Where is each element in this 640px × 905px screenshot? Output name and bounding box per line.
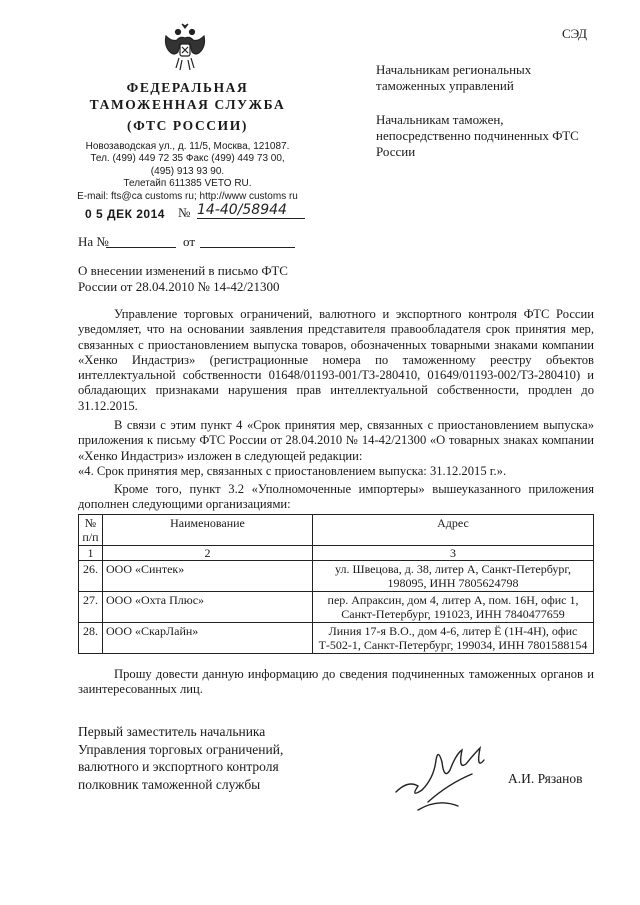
addressee-customs: Начальникам таможен, непосредственно подчиненных ФТС России	[376, 112, 579, 159]
signer-position-line2: Управления торговых ограничений,	[78, 741, 284, 757]
sender-contacts	[70, 141, 305, 203]
registration-number-prefix: №	[178, 205, 191, 220]
importers-table	[78, 514, 594, 654]
addressee-regional: Начальникам региональных таможенных управлений	[376, 62, 532, 93]
sender-phone2: (495) 913 93 90.	[150, 165, 225, 177]
document-mark: СЭД	[562, 26, 588, 41]
table-row	[79, 561, 594, 592]
reply-to-label: На №	[78, 234, 109, 249]
signature-block	[78, 723, 283, 793]
body-paragraph-4: Кроме того, пункт 3.2 «Уполномоченные импортеры» вышеуказанного приложения дополнен следующими организациями:	[78, 482, 594, 512]
handwritten-signature	[388, 740, 498, 820]
signer-position-line3: валютного и экспортного контроля	[78, 759, 279, 774]
header-number: № п/п	[79, 515, 103, 546]
sender-teletype: Телетайп 611385 VETO RU.	[123, 178, 252, 190]
signer-position-line4: полковник таможенной службы	[78, 776, 261, 792]
reply-from-label: от	[183, 234, 196, 249]
header-address: Адрес	[313, 515, 594, 546]
row-number: 27.	[79, 592, 103, 623]
header-name: Наименование	[103, 515, 313, 546]
row-org-name: ООО «Охта Плюс»	[103, 592, 313, 623]
letter-subject: О внесении изменений в письмо ФТС России от 28.04.2010 № 14-42/21300	[78, 263, 288, 294]
body-paragraph-5: Прошу довести данную информацию до сведения подчиненных таможенных органов и заинтересованных лиц.	[78, 667, 594, 697]
row-number: 28.	[79, 623, 103, 654]
org-name-line1: ФЕДЕРАЛЬНАЯ	[126, 80, 249, 95]
table-col-numbers-row	[79, 546, 594, 561]
row-org-name: ООО «Синтек»	[103, 561, 313, 592]
col-number-1: 1	[79, 546, 103, 561]
row-org-address: Линия 17-я В.О., дом 4-6, литер Ё (1Н-4Н), офис Т-502-1, Санкт-Петербург, 199034, ИНН 7801588154	[313, 623, 594, 654]
body-paragraph-2: В связи с этим пункт 4 «Срок принятия мер, связанных с приостановлением выпуска» приложения к письму ФТС России от 28.04.2010 № 14-42/21300 «О товарных знаках компании «Хенко Индастриз» изложен в следующей редакции:	[78, 418, 594, 463]
row-org-name: ООО «СкарЛайн»	[103, 623, 313, 654]
reply-to-field	[106, 234, 176, 248]
registration-date: 0 5 ДЕК 2014	[85, 207, 165, 221]
org-name-line2: ТАМОЖЕННАЯ СЛУЖБА	[89, 97, 286, 112]
row-org-address: ул. Швецова, д. 38, литер А, Санкт-Петербург, 198095, ИНН 7805624798	[313, 561, 594, 592]
signer-name: А.И. Рязанов	[508, 771, 583, 786]
col-number-2: 2	[103, 546, 313, 561]
org-short-name: (ФТС РОССИИ)	[127, 118, 248, 133]
sender-phone: Тел. (499) 449 72 35 Факс (499) 449 73 00,	[90, 153, 285, 165]
registration-number: 14-40/58944	[197, 202, 305, 219]
table-row	[79, 623, 594, 654]
signer-position-line1: Первый заместитель начальника	[78, 724, 266, 739]
reply-from-field	[200, 234, 295, 248]
sender-address: Новозаводская ул., д. 11/5, Москва, 121087.	[85, 141, 290, 152]
table-row	[79, 592, 594, 623]
body-paragraph-3: «4. Срок принятия мер, связанных с приостановлением выпуска: 31.12.2015 г.».	[78, 464, 507, 478]
row-number: 26.	[79, 561, 103, 592]
col-number-3: 3	[313, 546, 594, 561]
row-org-address: пер. Апраксин, дом 4, литер А, пом. 16Н, офис 1, Санкт-Петербург, 191023, ИНН 7840477659	[313, 592, 594, 623]
body-paragraph-1: Управление торговых ограничений, валютного и экспортного контроля ФТС России уведомляет, что на основании заявления представителя правообладателя срок принятия мер, связанных с приостановлением выпуска товаров, обозначенных товарными знаками компании «Хенко Индастриз» (регистрационные номера по таможенному реестру объектов интеллектуальной собственности 01648/01193-001/ТЗ-280410, 01649/01193-002/ТЗ-280410) и обладающих признаками нарушения прав интеллектуальной собственности, продлен до 31.12.2015.	[78, 307, 594, 413]
coat-of-arms-emblem	[160, 22, 210, 74]
table-header-row	[79, 515, 594, 546]
sender-email: E-mail: fts@ca customs ru; http://www customs ru	[77, 190, 298, 202]
